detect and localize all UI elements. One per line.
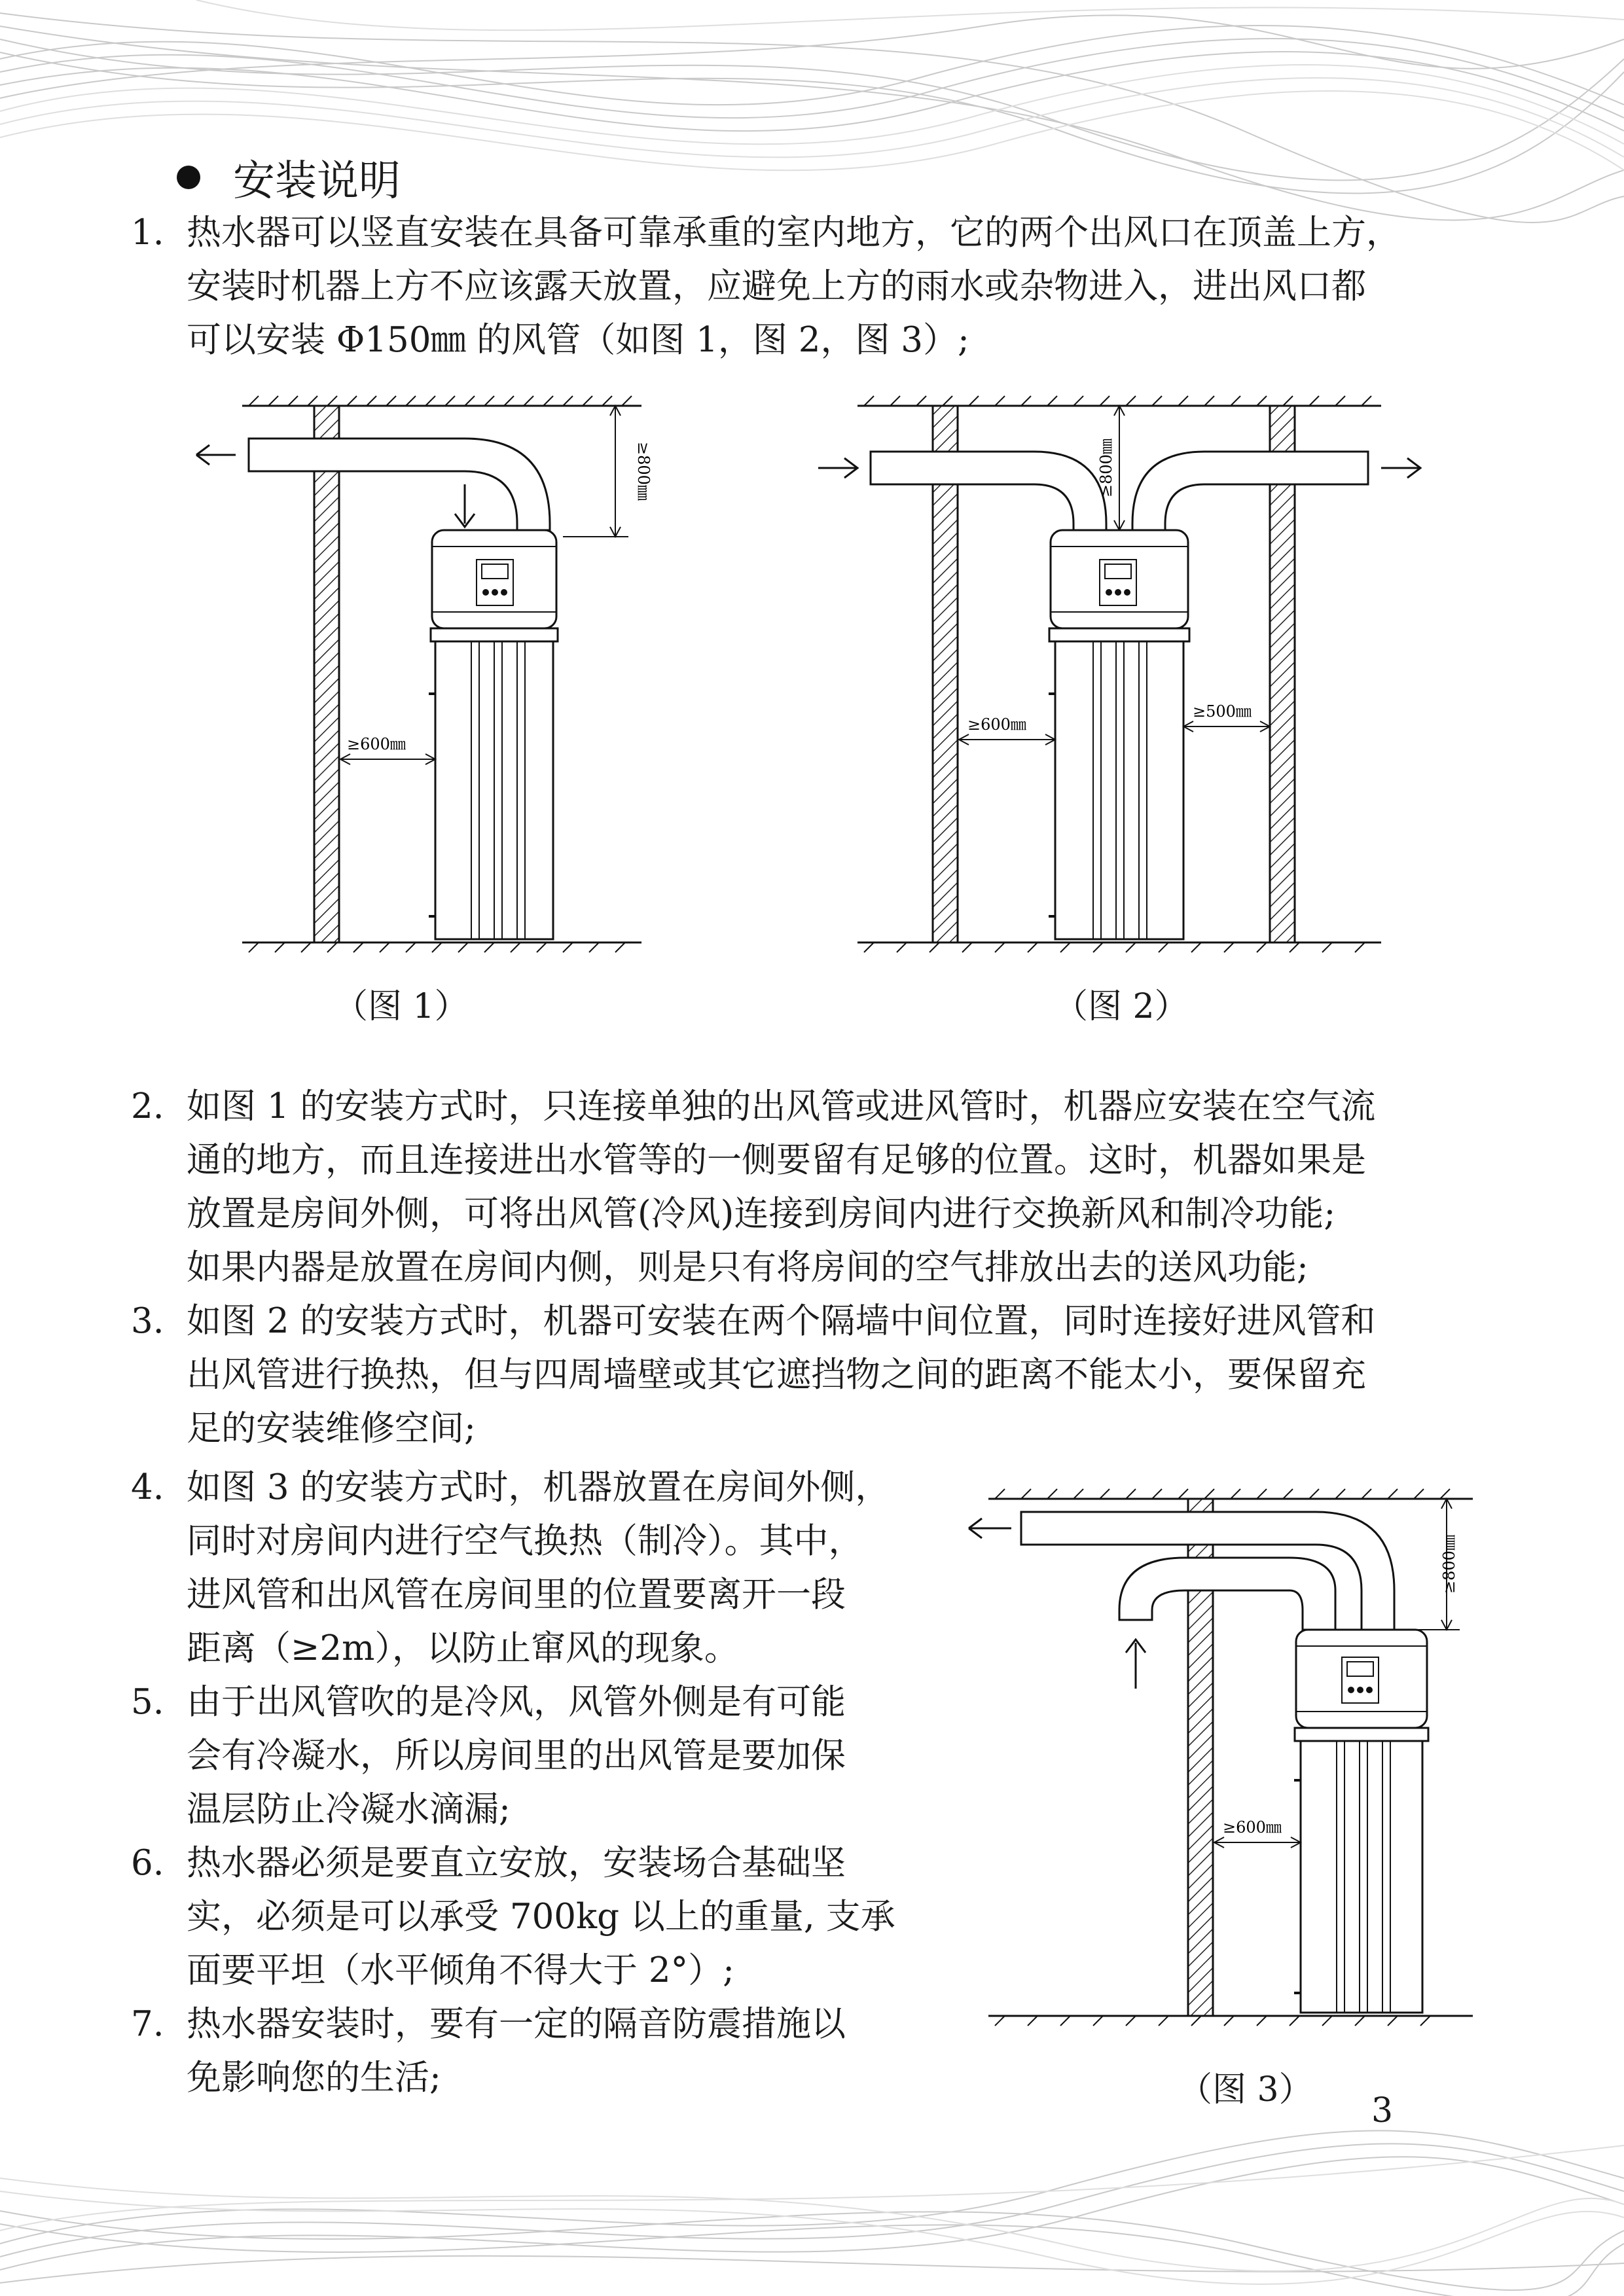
arrow-left-icon — [196, 445, 236, 465]
arrow-right-icon — [818, 458, 857, 478]
wall-right — [1270, 406, 1295, 942]
arrow-left-icon — [969, 1518, 1011, 1538]
item-number: 4. — [131, 1467, 164, 1507]
item-number: 5. — [131, 1682, 164, 1722]
item-line: 热水器安装时，要有一定的隔音防震措施以 — [187, 2004, 846, 2044]
item-line: 实，必须是可以承受 700kg 以上的重量, 支承 — [187, 1897, 895, 1937]
item-line: 由于出风管吹的是冷风，风管外侧是有可能 — [187, 1682, 846, 1722]
item-line: 可以安装 Φ150㎜ 的风管（如图 1，图 2，图 3）; — [187, 320, 969, 360]
dim-side-label: ≥600㎜ — [347, 735, 406, 753]
item-line: 通的地方，而且连接进出水管等的一侧要留有足够的位置。这时，机器如果是 — [187, 1140, 1366, 1180]
item-line: 温层防止冷凝水滴漏; — [187, 1789, 511, 1829]
item-line: 进风管和出风管在房间里的位置要离开一段 — [187, 1575, 846, 1615]
figure-2-diagram — [812, 393, 1427, 956]
item-line: 放置是房间外侧，可将出风管(冷风)连接到房间内进行交换新风和制冷功能; — [187, 1194, 1336, 1234]
item-line: 如图 1 的安装方式时，只连接单独的出风管或进风管时，机器应安装在空气流 — [187, 1086, 1376, 1126]
section-heading — [177, 147, 401, 207]
item-line: 出风管进行换热，但与四周墙壁或其它遮挡物之间的距离不能太小，要保留充 — [187, 1355, 1366, 1395]
air-duct — [249, 439, 550, 530]
item-number: 2. — [131, 1086, 164, 1126]
wall-left — [933, 406, 958, 942]
arrow-right-icon — [1381, 458, 1420, 478]
item-line: 如图 3 的安装方式时，机器放置在房间外侧， — [187, 1467, 890, 1507]
item-line: 热水器必须是要直立安放，安装场合基础坚 — [187, 1843, 846, 1883]
item-line: 如果内器是放置在房间内侧，则是只有将房间的空气排放出去的送风功能; — [187, 1247, 1308, 1287]
inlet-duct — [1119, 1558, 1335, 1630]
item-line: 热水器可以竖直安装在具备可靠承重的室内地方，它的两个出风口在顶盖上方， — [187, 213, 1401, 253]
dim-top-label: ≥800㎜ — [1097, 439, 1115, 497]
inlet-duct — [871, 452, 1106, 530]
item-line: 面要平坦（水平倾角不得大于 2°）; — [187, 1950, 734, 1990]
page-number: 3 — [1371, 2091, 1394, 2130]
item-line: 距离（≥2m），以防止窜风的现象。 — [187, 1628, 739, 1668]
dim-top-label: ≥800㎜ — [634, 442, 653, 501]
item-line: 同时对房间内进行空气换热（制冷）。其中， — [187, 1521, 863, 1561]
wall — [314, 406, 339, 942]
item-line: 足的安装维修空间; — [187, 1408, 476, 1448]
dim-left-label: ≥600㎜ — [967, 715, 1026, 734]
item-number: 7. — [131, 2004, 164, 2044]
item-line: 如图 2 的安装方式时，机器可安装在两个隔墙中间位置，同时连接好进风管和 — [187, 1301, 1376, 1341]
item-line: 会有冷凝水，所以房间里的出风管是要加保 — [187, 1736, 846, 1776]
ceiling-hatch — [249, 396, 632, 406]
item-number: 1. — [131, 213, 164, 253]
figure-3-diagram — [949, 1479, 1486, 2042]
figure-3-caption: （图 3） — [1178, 2070, 1313, 2109]
figure-1-diagram — [183, 393, 681, 956]
item-line: 免影响您的生活; — [187, 2058, 441, 2098]
bullet-icon — [177, 166, 200, 189]
section-title: 安装说明 — [233, 157, 401, 206]
figure-1-caption: （图 1） — [334, 987, 469, 1026]
dim-side-label: ≥600㎜ — [1223, 1818, 1282, 1837]
outlet-duct — [1132, 452, 1368, 530]
arrow-up-icon — [1126, 1640, 1146, 1689]
dim-right-label: ≥500㎜ — [1193, 702, 1252, 721]
water-tank — [1301, 1741, 1422, 2013]
item-line: 安装时机器上方不应该露天放置，应避免上方的雨水或杂物进入，进出风口都 — [187, 266, 1366, 306]
item-number: 6. — [131, 1843, 164, 1883]
dim-top-label: ≥800㎜ — [1440, 1535, 1458, 1594]
figure-2-caption: （图 2） — [1054, 987, 1189, 1026]
arrow-down-icon — [455, 484, 475, 527]
water-tank — [1055, 641, 1183, 939]
item-number: 3. — [131, 1301, 164, 1341]
